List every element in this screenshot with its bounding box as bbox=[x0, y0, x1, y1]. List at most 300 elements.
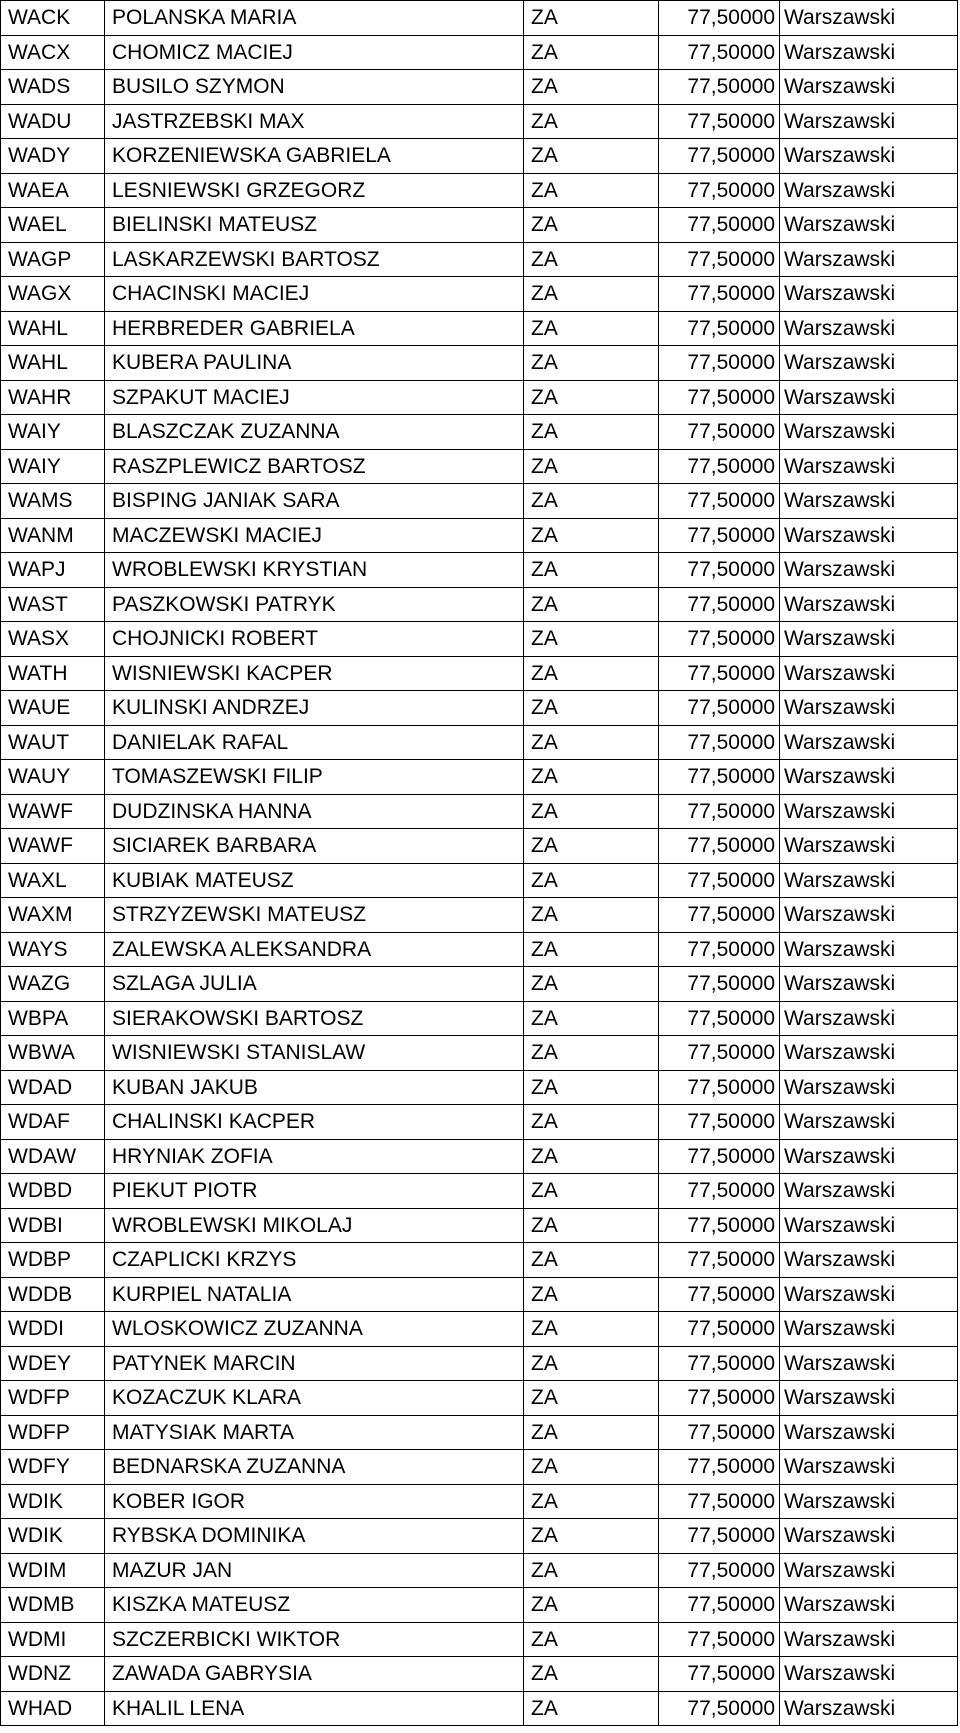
name-cell: KOZACZUK KLARA bbox=[105, 1381, 524, 1416]
name-cell: SZCZERBICKI WIKTOR bbox=[105, 1622, 524, 1657]
rate-cell: 77,50000 bbox=[659, 1243, 780, 1278]
table-row bbox=[1, 760, 958, 795]
name-cell: CHOMICZ MACIEJ bbox=[105, 35, 524, 70]
table-row bbox=[1, 35, 958, 70]
code-cell: WDIM bbox=[1, 1553, 105, 1588]
code-cell: WDDI bbox=[1, 1312, 105, 1347]
rate-cell: 77,50000 bbox=[659, 863, 780, 898]
name-cell: KUBERA PAULINA bbox=[105, 346, 524, 381]
table-row bbox=[1, 1553, 958, 1588]
type-cell: ZA bbox=[524, 1001, 659, 1036]
table-row bbox=[1, 1450, 958, 1485]
table-row bbox=[1, 622, 958, 657]
city-cell: Warszawski bbox=[780, 1070, 958, 1105]
rate-cell: 77,50000 bbox=[659, 484, 780, 519]
type-cell: ZA bbox=[524, 1139, 659, 1174]
code-cell: WDIK bbox=[1, 1519, 105, 1554]
type-cell: ZA bbox=[524, 35, 659, 70]
rate-cell: 77,50000 bbox=[659, 415, 780, 450]
type-cell: ZA bbox=[524, 691, 659, 726]
code-cell: WDFP bbox=[1, 1381, 105, 1416]
name-cell: CHOJNICKI ROBERT bbox=[105, 622, 524, 657]
type-cell: ZA bbox=[524, 1450, 659, 1485]
rate-cell: 77,50000 bbox=[659, 1588, 780, 1623]
city-cell: Warszawski bbox=[780, 1346, 958, 1381]
type-cell: ZA bbox=[524, 1312, 659, 1347]
city-cell: Warszawski bbox=[780, 277, 958, 312]
table-row bbox=[1, 1208, 958, 1243]
name-cell: SIERAKOWSKI BARTOSZ bbox=[105, 1001, 524, 1036]
city-cell: Warszawski bbox=[780, 1415, 958, 1450]
code-cell: WAXL bbox=[1, 863, 105, 898]
table-row bbox=[1, 1001, 958, 1036]
city-cell: Warszawski bbox=[780, 139, 958, 174]
type-cell: ZA bbox=[524, 173, 659, 208]
city-cell: Warszawski bbox=[780, 1553, 958, 1588]
name-cell: KURPIEL NATALIA bbox=[105, 1277, 524, 1312]
rate-cell: 77,50000 bbox=[659, 932, 780, 967]
table-row bbox=[1, 656, 958, 691]
rate-cell: 77,50000 bbox=[659, 449, 780, 484]
code-cell: WDBI bbox=[1, 1208, 105, 1243]
table-row bbox=[1, 311, 958, 346]
table-row bbox=[1, 1277, 958, 1312]
table-row bbox=[1, 1657, 958, 1692]
code-cell: WAGX bbox=[1, 277, 105, 312]
city-cell: Warszawski bbox=[780, 1277, 958, 1312]
name-cell: WISNIEWSKI STANISLAW bbox=[105, 1036, 524, 1071]
type-cell: ZA bbox=[524, 1415, 659, 1450]
type-cell: ZA bbox=[524, 1105, 659, 1140]
name-cell: PIEKUT PIOTR bbox=[105, 1174, 524, 1209]
code-cell: WAHR bbox=[1, 380, 105, 415]
rate-cell: 77,50000 bbox=[659, 1657, 780, 1692]
type-cell: ZA bbox=[524, 311, 659, 346]
type-cell: ZA bbox=[524, 622, 659, 657]
city-cell: Warszawski bbox=[780, 1484, 958, 1519]
name-cell: SICIAREK BARBARA bbox=[105, 829, 524, 864]
city-cell: Warszawski bbox=[780, 1312, 958, 1347]
name-cell: SZLAGA JULIA bbox=[105, 967, 524, 1002]
city-cell: Warszawski bbox=[780, 656, 958, 691]
code-cell: WDBD bbox=[1, 1174, 105, 1209]
rate-cell: 77,50000 bbox=[659, 277, 780, 312]
type-cell: ZA bbox=[524, 725, 659, 760]
type-cell: ZA bbox=[524, 104, 659, 139]
code-cell: WAMS bbox=[1, 484, 105, 519]
city-cell: Warszawski bbox=[780, 829, 958, 864]
rate-cell: 77,50000 bbox=[659, 1036, 780, 1071]
table-row bbox=[1, 346, 958, 381]
name-cell: LESNIEWSKI GRZEGORZ bbox=[105, 173, 524, 208]
name-cell: KHALIL LENA bbox=[105, 1691, 524, 1726]
city-cell: Warszawski bbox=[780, 760, 958, 795]
code-cell: WAZG bbox=[1, 967, 105, 1002]
type-cell: ZA bbox=[524, 829, 659, 864]
table-row bbox=[1, 794, 958, 829]
table-row bbox=[1, 1484, 958, 1519]
city-cell: Warszawski bbox=[780, 622, 958, 657]
rate-cell: 77,50000 bbox=[659, 622, 780, 657]
city-cell: Warszawski bbox=[780, 1, 958, 36]
table-row bbox=[1, 587, 958, 622]
city-cell: Warszawski bbox=[780, 208, 958, 243]
rate-cell: 77,50000 bbox=[659, 346, 780, 381]
city-cell: Warszawski bbox=[780, 1588, 958, 1623]
name-cell: KULINSKI ANDRZEJ bbox=[105, 691, 524, 726]
table-row bbox=[1, 553, 958, 588]
city-cell: Warszawski bbox=[780, 449, 958, 484]
code-cell: WAEA bbox=[1, 173, 105, 208]
type-cell: ZA bbox=[524, 1381, 659, 1416]
rate-cell: 77,50000 bbox=[659, 35, 780, 70]
table-row bbox=[1, 380, 958, 415]
code-cell: WDMI bbox=[1, 1622, 105, 1657]
code-cell: WAUE bbox=[1, 691, 105, 726]
table-row bbox=[1, 277, 958, 312]
code-cell: WDIK bbox=[1, 1484, 105, 1519]
type-cell: ZA bbox=[524, 863, 659, 898]
name-cell: HRYNIAK ZOFIA bbox=[105, 1139, 524, 1174]
table-row bbox=[1, 70, 958, 105]
table-row bbox=[1, 1243, 958, 1278]
type-cell: ZA bbox=[524, 1036, 659, 1071]
city-cell: Warszawski bbox=[780, 415, 958, 450]
name-cell: WROBLEWSKI KRYSTIAN bbox=[105, 553, 524, 588]
city-cell: Warszawski bbox=[780, 380, 958, 415]
city-cell: Warszawski bbox=[780, 1036, 958, 1071]
rate-cell: 77,50000 bbox=[659, 1001, 780, 1036]
type-cell: ZA bbox=[524, 1070, 659, 1105]
code-cell: WACX bbox=[1, 35, 105, 70]
city-cell: Warszawski bbox=[780, 35, 958, 70]
table-row bbox=[1, 1519, 958, 1554]
city-cell: Warszawski bbox=[780, 863, 958, 898]
rate-cell: 77,50000 bbox=[659, 553, 780, 588]
rate-cell: 77,50000 bbox=[659, 725, 780, 760]
code-cell: WDNZ bbox=[1, 1657, 105, 1692]
rate-cell: 77,50000 bbox=[659, 1, 780, 36]
code-cell: WADU bbox=[1, 104, 105, 139]
city-cell: Warszawski bbox=[780, 242, 958, 277]
rate-cell: 77,50000 bbox=[659, 656, 780, 691]
code-cell: WAYS bbox=[1, 932, 105, 967]
type-cell: ZA bbox=[524, 760, 659, 795]
rate-cell: 77,50000 bbox=[659, 1484, 780, 1519]
table-row bbox=[1, 1381, 958, 1416]
city-cell: Warszawski bbox=[780, 1001, 958, 1036]
table-body bbox=[1, 1, 958, 1726]
table-row bbox=[1, 449, 958, 484]
type-cell: ZA bbox=[524, 1243, 659, 1278]
rate-cell: 77,50000 bbox=[659, 898, 780, 933]
rate-cell: 77,50000 bbox=[659, 1415, 780, 1450]
name-cell: SZPAKUT MACIEJ bbox=[105, 380, 524, 415]
name-cell: CHACINSKI MACIEJ bbox=[105, 277, 524, 312]
type-cell: ZA bbox=[524, 1588, 659, 1623]
table-row bbox=[1, 1415, 958, 1450]
name-cell: KISZKA MATEUSZ bbox=[105, 1588, 524, 1623]
code-cell: WDMB bbox=[1, 1588, 105, 1623]
type-cell: ZA bbox=[524, 553, 659, 588]
name-cell: MAZUR JAN bbox=[105, 1553, 524, 1588]
table-row bbox=[1, 725, 958, 760]
rate-cell: 77,50000 bbox=[659, 208, 780, 243]
city-cell: Warszawski bbox=[780, 70, 958, 105]
rate-cell: 77,50000 bbox=[659, 1346, 780, 1381]
table-row bbox=[1, 1622, 958, 1657]
type-cell: ZA bbox=[524, 1484, 659, 1519]
name-cell: RYBSKA DOMINIKA bbox=[105, 1519, 524, 1554]
table-row bbox=[1, 1691, 958, 1726]
rate-cell: 77,50000 bbox=[659, 1070, 780, 1105]
name-cell: BISPING JANIAK SARA bbox=[105, 484, 524, 519]
rate-cell: 77,50000 bbox=[659, 1139, 780, 1174]
type-cell: ZA bbox=[524, 794, 659, 829]
name-cell: PATYNEK MARCIN bbox=[105, 1346, 524, 1381]
name-cell: DANIELAK RAFAL bbox=[105, 725, 524, 760]
name-cell: HERBREDER GABRIELA bbox=[105, 311, 524, 346]
city-cell: Warszawski bbox=[780, 1208, 958, 1243]
city-cell: Warszawski bbox=[780, 518, 958, 553]
code-cell: WDFP bbox=[1, 1415, 105, 1450]
name-cell: KORZENIEWSKA GABRIELA bbox=[105, 139, 524, 174]
rate-cell: 77,50000 bbox=[659, 1622, 780, 1657]
rate-cell: 77,50000 bbox=[659, 1553, 780, 1588]
rate-cell: 77,50000 bbox=[659, 1381, 780, 1416]
name-cell: ZAWADA GABRYSIA bbox=[105, 1657, 524, 1692]
rate-cell: 77,50000 bbox=[659, 1174, 780, 1209]
type-cell: ZA bbox=[524, 1, 659, 36]
code-cell: WAUY bbox=[1, 760, 105, 795]
code-cell: WHAD bbox=[1, 1691, 105, 1726]
name-cell: KOBER IGOR bbox=[105, 1484, 524, 1519]
type-cell: ZA bbox=[524, 967, 659, 1002]
rate-cell: 77,50000 bbox=[659, 587, 780, 622]
rate-cell: 77,50000 bbox=[659, 70, 780, 105]
code-cell: WAEL bbox=[1, 208, 105, 243]
city-cell: Warszawski bbox=[780, 1139, 958, 1174]
table-row bbox=[1, 242, 958, 277]
name-cell: MATYSIAK MARTA bbox=[105, 1415, 524, 1450]
type-cell: ZA bbox=[524, 1277, 659, 1312]
code-cell: WAIY bbox=[1, 415, 105, 450]
code-cell: WDAD bbox=[1, 1070, 105, 1105]
table-row bbox=[1, 484, 958, 519]
code-cell: WDEY bbox=[1, 1346, 105, 1381]
rate-cell: 77,50000 bbox=[659, 518, 780, 553]
rate-cell: 77,50000 bbox=[659, 311, 780, 346]
city-cell: Warszawski bbox=[780, 967, 958, 1002]
type-cell: ZA bbox=[524, 1622, 659, 1657]
table-row bbox=[1, 898, 958, 933]
type-cell: ZA bbox=[524, 1346, 659, 1381]
code-cell: WASX bbox=[1, 622, 105, 657]
rate-cell: 77,50000 bbox=[659, 173, 780, 208]
code-cell: WAIY bbox=[1, 449, 105, 484]
type-cell: ZA bbox=[524, 139, 659, 174]
name-cell: CZAPLICKI KRZYS bbox=[105, 1243, 524, 1278]
city-cell: Warszawski bbox=[780, 1657, 958, 1692]
code-cell: WAGP bbox=[1, 242, 105, 277]
name-cell: ZALEWSKA ALEKSANDRA bbox=[105, 932, 524, 967]
table-row bbox=[1, 863, 958, 898]
name-cell: BEDNARSKA ZUZANNA bbox=[105, 1450, 524, 1485]
city-cell: Warszawski bbox=[780, 484, 958, 519]
rate-cell: 77,50000 bbox=[659, 760, 780, 795]
city-cell: Warszawski bbox=[780, 1381, 958, 1416]
table-row bbox=[1, 1346, 958, 1381]
name-cell: KUBAN JAKUB bbox=[105, 1070, 524, 1105]
city-cell: Warszawski bbox=[780, 1519, 958, 1554]
code-cell: WAHL bbox=[1, 311, 105, 346]
type-cell: ZA bbox=[524, 415, 659, 450]
table-row bbox=[1, 967, 958, 1002]
table-row bbox=[1, 1070, 958, 1105]
code-cell: WADS bbox=[1, 70, 105, 105]
code-cell: WDAW bbox=[1, 1139, 105, 1174]
city-cell: Warszawski bbox=[780, 553, 958, 588]
code-cell: WAUT bbox=[1, 725, 105, 760]
code-cell: WDAF bbox=[1, 1105, 105, 1140]
table-row bbox=[1, 1588, 958, 1623]
rate-cell: 77,50000 bbox=[659, 967, 780, 1002]
name-cell: TOMASZEWSKI FILIP bbox=[105, 760, 524, 795]
city-cell: Warszawski bbox=[780, 691, 958, 726]
table-row bbox=[1, 829, 958, 864]
code-cell: WAXM bbox=[1, 898, 105, 933]
code-cell: WAPJ bbox=[1, 553, 105, 588]
city-cell: Warszawski bbox=[780, 1174, 958, 1209]
name-cell: CHALINSKI KACPER bbox=[105, 1105, 524, 1140]
code-cell: WDBP bbox=[1, 1243, 105, 1278]
type-cell: ZA bbox=[524, 449, 659, 484]
table-row bbox=[1, 208, 958, 243]
city-cell: Warszawski bbox=[780, 173, 958, 208]
type-cell: ZA bbox=[524, 277, 659, 312]
type-cell: ZA bbox=[524, 346, 659, 381]
table-row bbox=[1, 932, 958, 967]
name-cell: WROBLEWSKI MIKOLAJ bbox=[105, 1208, 524, 1243]
code-cell: WADY bbox=[1, 139, 105, 174]
code-cell: WBWA bbox=[1, 1036, 105, 1071]
city-cell: Warszawski bbox=[780, 794, 958, 829]
rate-cell: 77,50000 bbox=[659, 1450, 780, 1485]
type-cell: ZA bbox=[524, 587, 659, 622]
city-cell: Warszawski bbox=[780, 1450, 958, 1485]
type-cell: ZA bbox=[524, 932, 659, 967]
table-row bbox=[1, 1105, 958, 1140]
rate-cell: 77,50000 bbox=[659, 104, 780, 139]
name-cell: LASKARZEWSKI BARTOSZ bbox=[105, 242, 524, 277]
table-row bbox=[1, 1036, 958, 1071]
name-cell: STRZYZEWSKI MATEUSZ bbox=[105, 898, 524, 933]
rate-cell: 77,50000 bbox=[659, 691, 780, 726]
table-row bbox=[1, 1174, 958, 1209]
code-cell: WDFY bbox=[1, 1450, 105, 1485]
table-row bbox=[1, 691, 958, 726]
type-cell: ZA bbox=[524, 380, 659, 415]
type-cell: ZA bbox=[524, 484, 659, 519]
city-cell: Warszawski bbox=[780, 932, 958, 967]
code-cell: WANM bbox=[1, 518, 105, 553]
name-cell: WISNIEWSKI KACPER bbox=[105, 656, 524, 691]
city-cell: Warszawski bbox=[780, 104, 958, 139]
rate-cell: 77,50000 bbox=[659, 1519, 780, 1554]
code-cell: WACK bbox=[1, 1, 105, 36]
code-cell: WAWF bbox=[1, 829, 105, 864]
city-cell: Warszawski bbox=[780, 346, 958, 381]
name-cell: DUDZINSKA HANNA bbox=[105, 794, 524, 829]
table-row bbox=[1, 518, 958, 553]
table-row bbox=[1, 173, 958, 208]
rate-cell: 77,50000 bbox=[659, 242, 780, 277]
rate-cell: 77,50000 bbox=[659, 1277, 780, 1312]
code-cell: WDDB bbox=[1, 1277, 105, 1312]
type-cell: ZA bbox=[524, 208, 659, 243]
city-cell: Warszawski bbox=[780, 587, 958, 622]
table-row bbox=[1, 139, 958, 174]
code-cell: WAWF bbox=[1, 794, 105, 829]
type-cell: ZA bbox=[524, 1691, 659, 1726]
city-cell: Warszawski bbox=[780, 1622, 958, 1657]
city-cell: Warszawski bbox=[780, 311, 958, 346]
name-cell: PASZKOWSKI PATRYK bbox=[105, 587, 524, 622]
city-cell: Warszawski bbox=[780, 725, 958, 760]
table-row bbox=[1, 1312, 958, 1347]
code-cell: WAST bbox=[1, 587, 105, 622]
rate-cell: 77,50000 bbox=[659, 794, 780, 829]
type-cell: ZA bbox=[524, 898, 659, 933]
name-cell: MACZEWSKI MACIEJ bbox=[105, 518, 524, 553]
rate-cell: 77,50000 bbox=[659, 139, 780, 174]
rate-cell: 77,50000 bbox=[659, 1208, 780, 1243]
name-cell: RASZPLEWICZ BARTOSZ bbox=[105, 449, 524, 484]
type-cell: ZA bbox=[524, 656, 659, 691]
name-cell: BUSILO SZYMON bbox=[105, 70, 524, 105]
name-cell: JASTRZEBSKI MAX bbox=[105, 104, 524, 139]
rate-cell: 77,50000 bbox=[659, 1312, 780, 1347]
rate-cell: 77,50000 bbox=[659, 829, 780, 864]
table-row bbox=[1, 415, 958, 450]
name-cell: BLASZCZAK ZUZANNA bbox=[105, 415, 524, 450]
table-row bbox=[1, 104, 958, 139]
type-cell: ZA bbox=[524, 1657, 659, 1692]
name-cell: POLANSKA MARIA bbox=[105, 1, 524, 36]
code-cell: WATH bbox=[1, 656, 105, 691]
code-cell: WAHL bbox=[1, 346, 105, 381]
city-cell: Warszawski bbox=[780, 1691, 958, 1726]
rate-cell: 77,50000 bbox=[659, 380, 780, 415]
table-row bbox=[1, 1, 958, 36]
name-cell: KUBIAK MATEUSZ bbox=[105, 863, 524, 898]
type-cell: ZA bbox=[524, 518, 659, 553]
code-cell: WBPA bbox=[1, 1001, 105, 1036]
rate-cell: 77,50000 bbox=[659, 1105, 780, 1140]
type-cell: ZA bbox=[524, 70, 659, 105]
city-cell: Warszawski bbox=[780, 898, 958, 933]
type-cell: ZA bbox=[524, 1519, 659, 1554]
type-cell: ZA bbox=[524, 1174, 659, 1209]
name-cell: BIELINSKI MATEUSZ bbox=[105, 208, 524, 243]
city-cell: Warszawski bbox=[780, 1105, 958, 1140]
type-cell: ZA bbox=[524, 1208, 659, 1243]
type-cell: ZA bbox=[524, 1553, 659, 1588]
city-cell: Warszawski bbox=[780, 1243, 958, 1278]
name-cell: WLOSKOWICZ ZUZANNA bbox=[105, 1312, 524, 1347]
type-cell: ZA bbox=[524, 242, 659, 277]
table-row bbox=[1, 1139, 958, 1174]
